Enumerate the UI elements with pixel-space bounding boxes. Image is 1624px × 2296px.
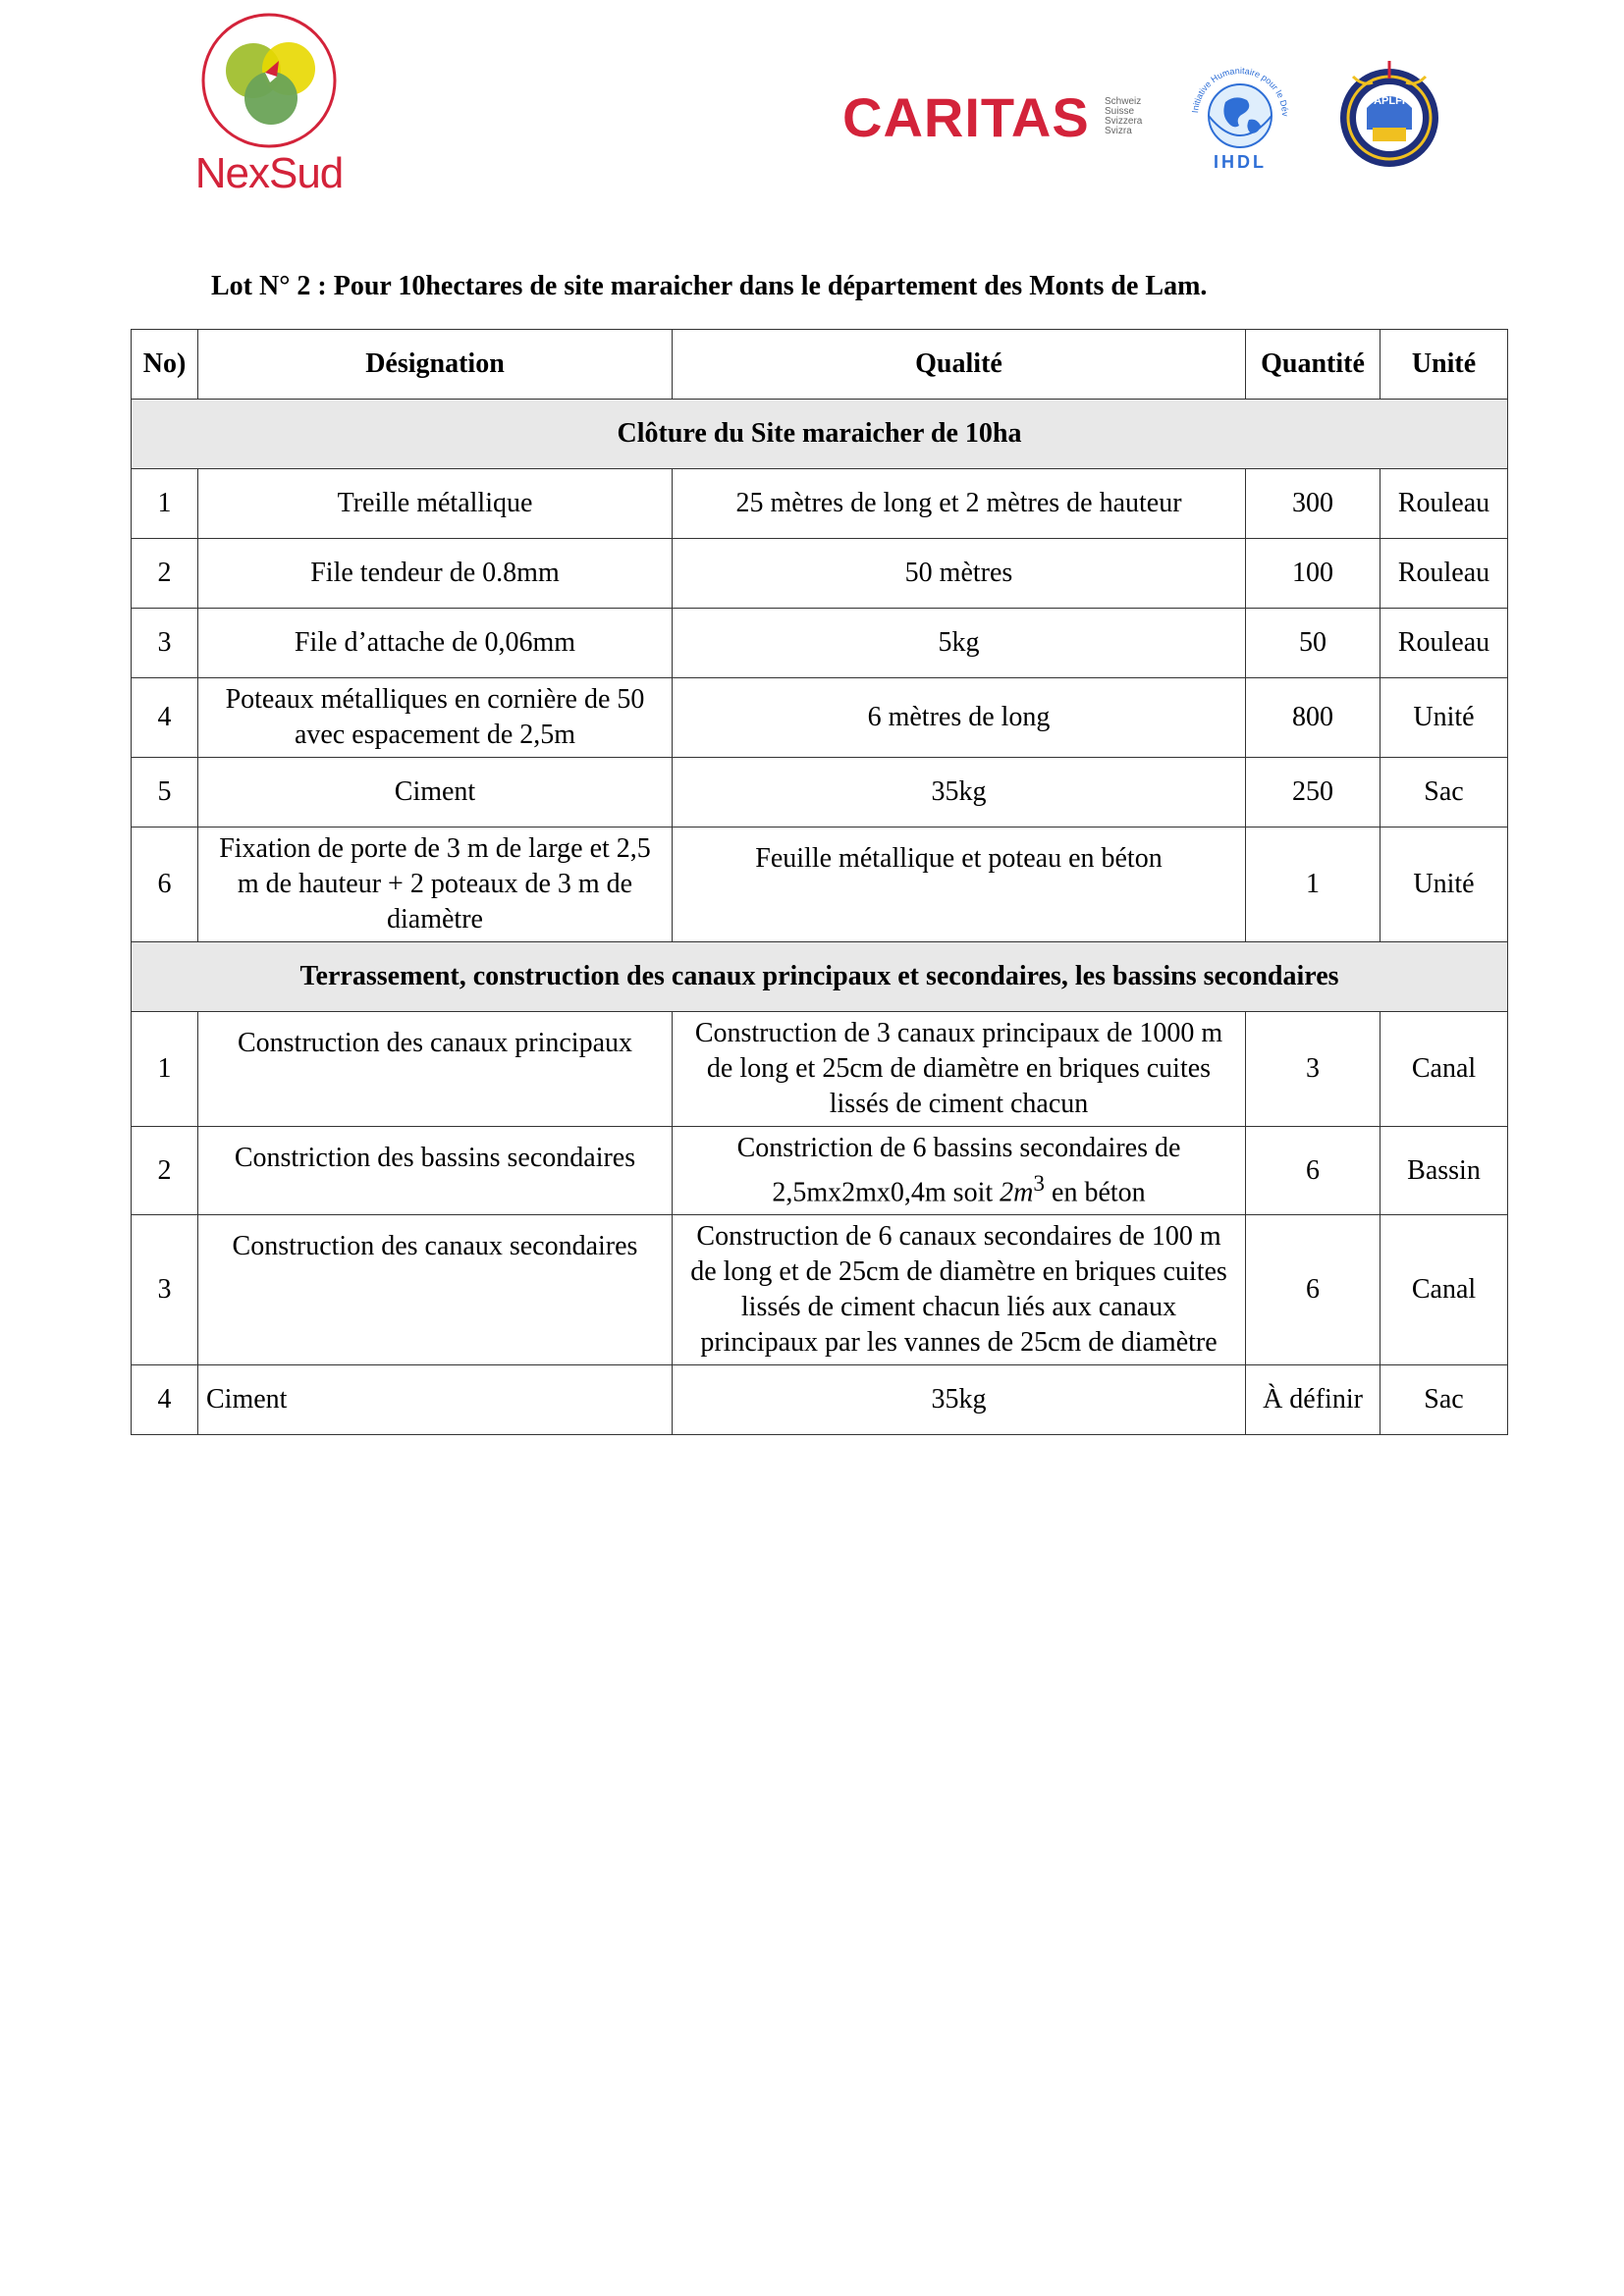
- nexsud-logo: [192, 12, 346, 198]
- svg-text:IHDL: IHDL: [1214, 152, 1267, 172]
- ihdl-logo: [1186, 55, 1294, 177]
- header-no: No): [132, 330, 198, 400]
- table-row: 3 File d’attache de 0,06mm 5kg 50 Rouleau: [132, 609, 1508, 678]
- table-header-row: [132, 330, 1508, 400]
- svg-text:APLFI: APLFI: [1374, 95, 1405, 107]
- section-row: [132, 400, 1508, 469]
- globe-icon: [1186, 55, 1294, 177]
- table-row: 2 Constriction des bassins secondaires Constriction de 6 bassins secondaires de 2,5mx2mx0,4m soit $2m^3$ en béton 6 Bassin: [132, 1127, 1508, 1215]
- header-unite: Unité: [1380, 330, 1508, 400]
- lot-title: Lot N° 2 : Pour 10hectares de site maraicher dans le département des Monts de Lam.: [211, 271, 1208, 301]
- section-title: Clôture du Site maraicher de 10ha: [132, 400, 1508, 469]
- table-row: 5 Ciment 35kg 250 Sac: [132, 758, 1508, 828]
- table-row: 3 Construction des canaux secondaires Construction de 6 canaux secondaires de 100 m de long et de 25cm de diamètre en briques cuites lissés de ciment chacun liés aux canaux principaux par les vannes de 25cm de diamètre 6 Canal: [132, 1215, 1508, 1365]
- table-row: 4 Poteaux métalliques en cornière de 50 avec espacement de 2,5m 6 mètres de long 800 Unité: [132, 678, 1508, 758]
- table-row: 6 Fixation de porte de 3 m de large et 2,5 m de hauteur + 2 poteaux de 3 m de diamètre Feuille métallique et poteau en béton 1 Unité: [132, 828, 1508, 942]
- caritas-languages: Schweiz Suisse Svizzera Svizra: [1105, 96, 1143, 136]
- section-title: Terrassement, construction des canaux principaux et secondaires, les bassins secondaires: [132, 942, 1508, 1012]
- table-row: 1 Treille métallique 25 mètres de long et 2 mètres de hauteur 300 Rouleau: [132, 469, 1508, 539]
- aplfi-emblem: [1333, 57, 1445, 173]
- qualite-with-formula: Constriction de 6 bassins secondaires de 2,5mx2mx0,4m soit $2m^3$ en béton: [673, 1127, 1246, 1215]
- table-row: 1 Construction des canaux principaux Construction de 3 canaux principaux de 1000 m de long et 25cm de diamètre en briques cuites lissés de ciment chacun 3 Canal: [132, 1012, 1508, 1127]
- table-row: 2 File tendeur de 0.8mm 50 mètres 100 Rouleau: [132, 539, 1508, 609]
- table-row: 4 Ciment 35kg À définir Sac: [132, 1365, 1508, 1435]
- header-designation: Désignation: [198, 330, 673, 400]
- nexsud-emblem: [192, 12, 346, 149]
- aplfi-logo: [1333, 57, 1445, 173]
- header-quantite: Quantité: [1246, 330, 1380, 400]
- nexsud-wordmark: NexSud: [194, 149, 344, 197]
- svg-text:Initiative Humanitaire pour le: Initiative Humanitaire pour le Dév: [1190, 65, 1291, 117]
- materials-table: [131, 329, 1508, 1435]
- header-qualite: Qualité: [673, 330, 1246, 400]
- section-row: [132, 942, 1508, 1012]
- caritas-wordmark: CARITAS: [842, 86, 1090, 148]
